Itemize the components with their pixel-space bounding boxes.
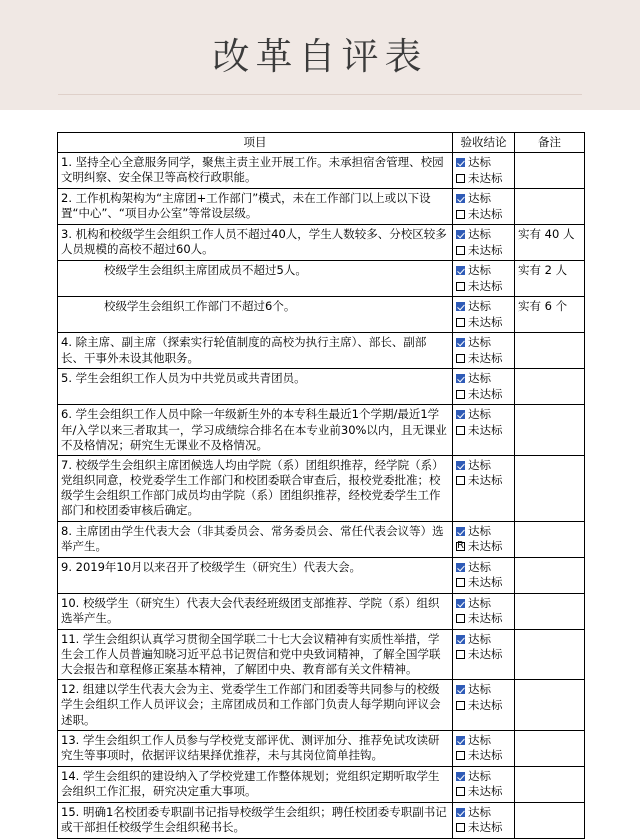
checkbox-pass-icon[interactable] [456,808,465,817]
title-divider [58,94,582,95]
conclusion-pass-option[interactable] [456,407,511,423]
criterion-text: 7. 校级学生会组织主席团候选人均由学院（系）团组织推荐，经学院（系）党组织同意，校党委学生工作部门和校团委联合审查后，报校党委批准；校级学生会组织工作部门成员均由学院（系）团组织推荐，经校党委学生工作部门和校团委审核后确定。 [58,455,453,521]
conclusion-cell [453,153,515,189]
criterion-text: 6. 学生会组织工作人员中除一年级新生外的本专科生最近1个学期/最近1学年/入学以来三者取其一，学习成绩综合排名在本专业前30%以内，且无课业不及格情况；研究生无课业不及格情况。 [58,405,453,456]
note-cell [515,405,585,456]
conclusion-pass-label: 达标 [468,299,491,314]
criterion-text: 3. 机构和校级学生会组织工作人员不超过40人，学生人数较多、分校区较多人员规模的高校不超过60人。 [58,225,453,261]
conclusion-fail-label: 未达标 [468,611,503,626]
conclusion-fail-option[interactable] [456,423,511,439]
note-cell [515,766,585,802]
checkbox-pass-icon[interactable] [456,563,465,572]
table-row [58,557,585,593]
conclusion-cell [453,521,515,557]
checkbox-pass-icon[interactable] [456,772,465,781]
criterion-text: 校级学生会组织工作部门不超过6个。 [58,297,453,333]
conclusion-cell [453,189,515,225]
conclusion-fail-option[interactable] [456,698,511,714]
conclusion-fail-option[interactable] [456,351,511,367]
checkbox-pass-icon[interactable] [456,599,465,608]
conclusion-fail-label: 未达标 [468,820,503,835]
conclusion-pass-label: 达标 [468,631,491,646]
conclusion-cell [453,730,515,766]
conclusion-fail-label: 未达标 [468,647,503,662]
table-row [58,333,585,369]
conclusion-pass-option[interactable] [456,155,511,171]
checkbox-fail-icon[interactable] [456,390,465,399]
conclusion-pass-option[interactable] [456,191,511,207]
conclusion-pass-label: 达标 [468,155,491,170]
header-banner-inner [0,0,640,110]
table-header-row [58,133,585,153]
note-cell [515,629,585,680]
conclusion-pass-label: 达标 [468,371,491,386]
conclusion-fail-option[interactable] [456,539,511,555]
conclusion-pass-label: 达标 [468,804,491,819]
checkbox-pass-icon[interactable] [456,302,465,311]
checkbox-fail-icon[interactable] [456,174,465,183]
criterion-text: 9. 2019年10月以来召开了校级学生（研究生）代表大会。 [58,557,453,593]
checkbox-fail-icon[interactable] [456,751,465,760]
conclusion-pass-label: 达标 [468,559,491,574]
conclusion-pass-label: 达标 [468,732,491,747]
note-cell [515,521,585,557]
criterion-text: 12. 组建以学生代表大会为主、党委学生工作部门和团委等共同参与的校级学生会组织工作人员评议会；主席团成员和工作部门负责人每学期向评议会述职。 [58,680,453,731]
checkbox-pass-icon[interactable] [456,527,465,536]
conclusion-cell [453,629,515,680]
conclusion-fail-label: 未达标 [468,242,503,257]
checkbox-pass-icon[interactable] [456,461,465,470]
conclusion-fail-option[interactable] [456,647,511,663]
conclusion-pass-label: 达标 [468,682,491,697]
checkbox-fail-icon[interactable] [456,210,465,219]
checkbox-fail-icon[interactable] [456,787,465,796]
conclusion-fail-option[interactable] [456,784,511,800]
conclusion-fail-label: 未达标 [468,350,503,365]
table-row [58,455,585,521]
criterion-text: 2. 工作机构架构为“主席团+工作部门”模式，未在工作部门以上或以下设置“中心”、“项目办公室”等常设层级。 [58,189,453,225]
conclusion-cell [453,593,515,629]
conclusion-fail-option[interactable] [456,279,511,295]
checkbox-pass-icon[interactable] [456,410,465,419]
criterion-text: 4. 除主席、副主席（探索实行轮值制度的高校为执行主席）、部长、副部长、干事外未设其他职务。 [58,333,453,369]
table-row [58,730,585,766]
table-row [58,405,585,456]
conclusion-pass-option[interactable] [456,263,511,279]
conclusion-cell [453,297,515,333]
criterion-text: 14. 学生会组织的建设纳入了学校党建工作整体规划；党组织定期听取学生会组织工作汇报，研究决定重大事项。 [58,766,453,802]
conclusion-pass-label: 达标 [468,227,491,242]
conclusion-fail-option[interactable] [456,575,511,591]
conclusion-pass-label: 达标 [468,595,491,610]
conclusion-pass-label: 达标 [468,768,491,783]
note-cell [515,730,585,766]
conclusion-cell [453,557,515,593]
conclusion-cell [453,261,515,297]
conclusion-fail-label: 未达标 [468,473,503,488]
conclusion-fail-label: 未达标 [468,539,503,554]
checkbox-fail-icon[interactable] [456,650,465,659]
page-title: 改革自评表 [212,35,428,78]
table-body [58,153,585,839]
checkbox-pass-icon[interactable] [456,736,465,745]
checkbox-fail-icon[interactable] [456,823,465,832]
conclusion-fail-option[interactable] [456,611,511,627]
checkbox-fail-icon[interactable] [456,354,465,363]
conclusion-fail-option[interactable] [456,207,511,223]
note-cell [515,802,585,838]
conclusion-fail-label: 未达标 [468,784,503,799]
conclusion-fail-label: 未达标 [468,748,503,763]
note-cell [515,680,585,731]
table-row [58,680,585,731]
table-row [58,153,585,189]
conclusion-pass-option[interactable] [456,682,511,698]
table-row [58,297,585,333]
table-row [58,766,585,802]
conclusion-fail-option[interactable] [456,171,511,187]
conclusion-fail-label: 未达标 [468,314,503,329]
conclusion-fail-option[interactable] [456,820,511,836]
checkbox-fail-icon[interactable] [456,282,465,291]
conclusion-pass-option[interactable] [456,371,511,387]
criterion-text: 5. 学生会组织工作人员为中共党员或共青团员。 [58,369,453,405]
column-header-item: 项目 [58,133,453,153]
conclusion-cell [453,766,515,802]
conclusion-cell [453,369,515,405]
conclusion-pass-label: 达标 [468,523,491,538]
checkbox-fail-icon[interactable] [456,246,465,255]
conclusion-cell [453,455,515,521]
table-row [58,225,585,261]
criterion-text: 15. 明确1名校团委专职副书记指导校级学生会组织；聘任校团委专职副书记或干部担任校级学生会组织秘书长。 [58,802,453,838]
table-row [58,189,585,225]
note-cell: 实有 2 人 [515,261,585,297]
note-cell [515,557,585,593]
checkbox-fail-icon[interactable] [456,318,465,327]
checkbox-pass-icon[interactable] [456,158,465,167]
criterion-text: 11. 学生会组织认真学习贯彻全国学联二十七大会议精神有实质性举措，学生会工作人员普遍知晓习近平总书记贺信和党中央致词精神，了解全国学联大会报告和章程修正案基本精神，了解团中央、教育部有关文件精神。 [58,629,453,680]
self-assessment-table [57,132,585,839]
conclusion-fail-option[interactable] [456,748,511,764]
note-cell [515,593,585,629]
conclusion-pass-option[interactable] [456,227,511,243]
conclusion-pass-option[interactable] [456,560,511,576]
criterion-text: 8. 主席团由学生代表大会（非其委员会、常务委员会、常任代表会议等）选举产生。 [58,521,453,557]
table-row [58,369,585,405]
checkbox-fail-icon[interactable] [456,426,465,435]
checkbox-pass-icon[interactable] [456,338,465,347]
checkbox-fail-icon[interactable] [456,542,465,551]
conclusion-fail-label: 未达标 [468,386,503,401]
conclusion-cell [453,405,515,456]
note-cell [515,369,585,405]
criterion-text: 校级学生会组织主席团成员不超过5人。 [58,261,453,297]
conclusion-fail-label: 未达标 [468,206,503,221]
table-row [58,521,585,557]
checkbox-fail-icon[interactable] [456,614,465,623]
criterion-text: 1. 坚持全心全意服务同学，聚焦主责主业开展工作。未承担宿舍管理、校园文明纠察、安全保卫等高校行政职能。 [58,153,453,189]
conclusion-fail-label: 未达标 [468,170,503,185]
self-assessment-table-wrapper [57,132,584,839]
header-banner [0,0,640,110]
checkbox-fail-icon[interactable] [456,701,465,710]
conclusion-pass-option[interactable] [456,299,511,315]
note-cell [515,455,585,521]
conclusion-pass-option[interactable] [456,632,511,648]
conclusion-pass-option[interactable] [456,524,511,540]
conclusion-pass-label: 达标 [468,457,491,472]
checkbox-pass-icon[interactable] [456,635,465,644]
note-cell: 实有 6 个 [515,297,585,333]
checkbox-pass-icon[interactable] [456,266,465,275]
table-row [58,629,585,680]
checkbox-pass-icon[interactable] [456,194,465,203]
conclusion-fail-label: 未达标 [468,422,503,437]
checkbox-fail-mark: R [457,540,464,552]
checkbox-pass-icon[interactable] [456,230,465,239]
conclusion-fail-option[interactable] [456,315,511,331]
note-cell [515,333,585,369]
conclusion-pass-option[interactable] [456,596,511,612]
conclusion-cell [453,333,515,369]
table-row [58,261,585,297]
conclusion-pass-option[interactable] [456,805,511,821]
conclusion-pass-label: 达标 [468,407,491,422]
note-cell [515,153,585,189]
checkbox-fail-icon[interactable] [456,578,465,587]
conclusion-fail-label: 未达标 [468,697,503,712]
checkbox-fail-icon[interactable] [456,476,465,485]
table-row [58,802,585,838]
checkbox-pass-icon[interactable] [456,374,465,383]
conclusion-pass-label: 达标 [468,191,491,206]
conclusion-fail-label: 未达标 [468,278,503,293]
note-cell: 实有 40 人 [515,225,585,261]
conclusion-fail-option[interactable] [456,243,511,259]
conclusion-fail-option[interactable] [456,473,511,489]
conclusion-cell [453,225,515,261]
conclusion-pass-option[interactable] [456,335,511,351]
conclusion-pass-label: 达标 [468,335,491,350]
conclusion-pass-label: 达标 [468,263,491,278]
checkbox-pass-icon[interactable] [456,685,465,694]
conclusion-cell [453,680,515,731]
conclusion-cell [453,802,515,838]
conclusion-pass-option[interactable] [456,769,511,785]
column-header-conclusion: 验收结论 [453,133,515,153]
conclusion-fail-option[interactable] [456,387,511,403]
criterion-text: 13. 学生会组织工作人员参与学校党支部评优、测评加分、推荐免试攻读研究生等事项时，依据评议结果择优推荐，未与其岗位简单挂钩。 [58,730,453,766]
column-header-note: 备注 [515,133,585,153]
table-row [58,593,585,629]
criterion-text: 10. 校级学生（研究生）代表大会代表经班级团支部推荐、学院（系）组织选举产生。 [58,593,453,629]
note-cell [515,189,585,225]
conclusion-fail-label: 未达标 [468,575,503,590]
conclusion-pass-option[interactable] [456,458,511,474]
